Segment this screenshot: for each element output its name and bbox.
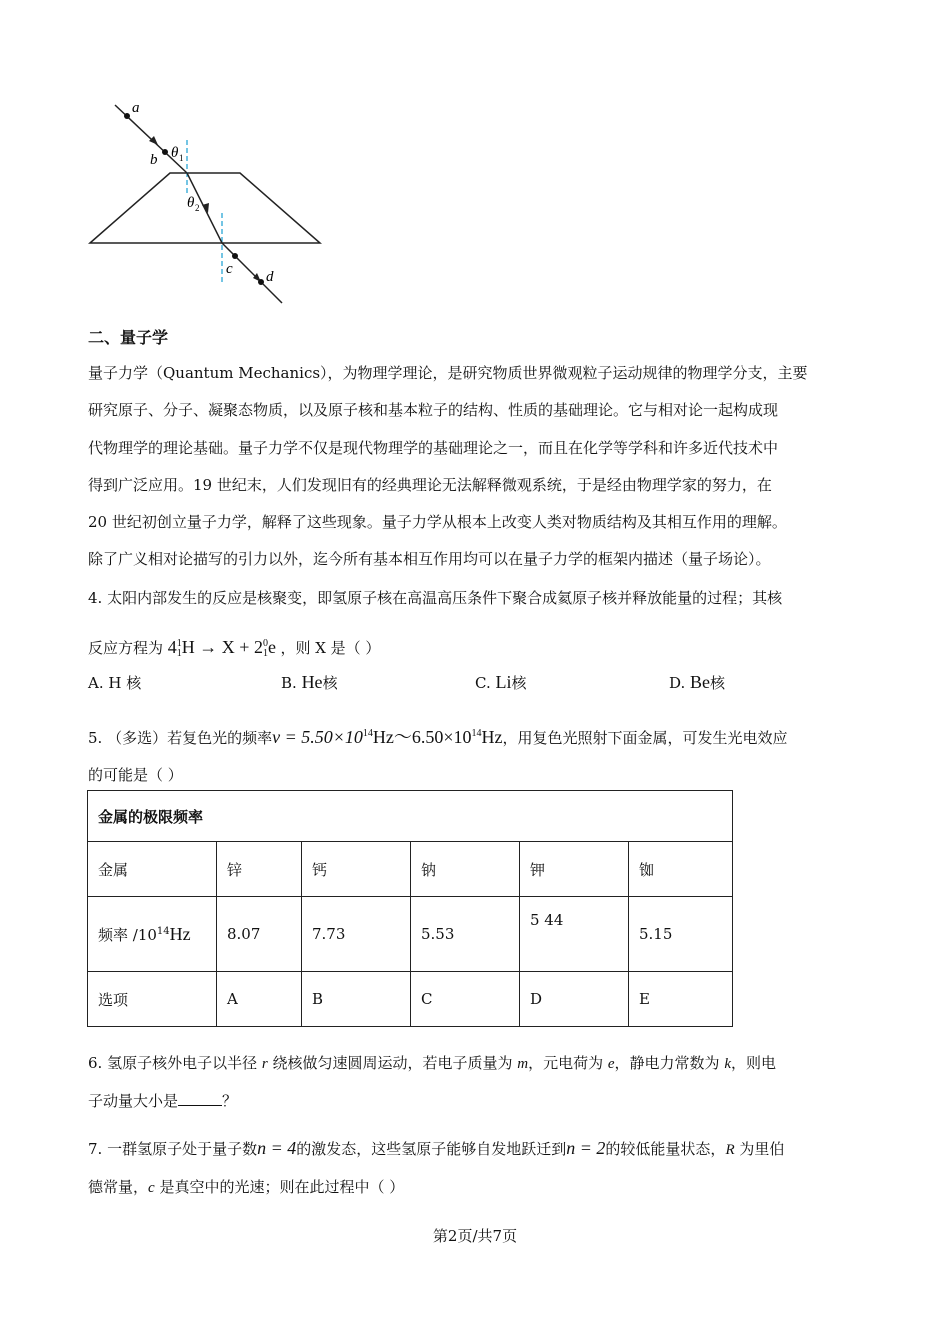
label-theta1-sub: 1	[179, 153, 184, 163]
point-b	[162, 149, 168, 155]
point-c	[232, 253, 238, 259]
intro-paragraph	[88, 355, 868, 579]
q4-line2	[88, 629, 878, 667]
intro-line: 除了广义相对论描写的引力以外，迄今所有基本相互作用均可以在量子力学的框架内描述（量子场论）。	[88, 550, 771, 569]
eq-e-sup: 0	[262, 637, 268, 649]
freq-cell: 5.53	[411, 897, 520, 972]
eq-h-sub: 1	[176, 647, 182, 659]
arrow-head-incident	[149, 136, 158, 145]
freq-cell: 7.73	[302, 897, 411, 972]
metal-cell: 钠	[411, 842, 520, 897]
nuclear-equation	[168, 637, 281, 657]
question-5	[88, 715, 878, 794]
label-theta2: θ	[187, 195, 195, 211]
q7-line2: 德常量，c 是真空中的光速；则在此过程中（ ）	[88, 1178, 405, 1196]
q4-prefix: 反应方程为	[88, 639, 164, 657]
intro-line: 20 世纪初创立量子力学，解释了这些现象。量子力学从根本上改变人类对物质结构及其相互作用的理解。	[88, 513, 787, 532]
point-d	[258, 279, 264, 285]
eq-h-sup: 1	[176, 637, 182, 649]
metal-cell: 锌	[217, 842, 302, 897]
table-title: 金属的极限频率	[88, 791, 733, 842]
option-a[interactable]: A. H 核	[88, 674, 142, 692]
row-label-option: 选项	[88, 972, 217, 1027]
q6-line1: 6. 氢原子核外电子以半径 r 绕核做匀速圆周运动，若电子质量为 m，元电荷为 e，静电力常数为 k，则电	[88, 1054, 777, 1072]
q7-line1: 7. 一群氢原子处于量子数n = 4的激发态，这些氢原子能够自发地跃迁到n = 2的较低能量状态，R 为里伯	[88, 1138, 785, 1158]
option-d[interactable]: D. Be核	[669, 672, 726, 692]
page-footer: 第2页/共7页	[432, 1227, 518, 1245]
eq-coef: 4	[167, 637, 177, 657]
option-cell: E	[629, 972, 733, 1027]
label-a: a	[132, 100, 140, 116]
label-theta1: θ	[171, 145, 179, 161]
option-cell: D	[520, 972, 629, 1027]
question-7	[88, 1130, 878, 1207]
freq-cell: 8.07	[217, 897, 302, 972]
q4-line1: 4. 太阳内部发生的反应是核聚变，即氢原子核在高温高压条件下聚合成氦原子核并释放能量的过程；其核	[88, 589, 783, 607]
eq-e: e	[267, 637, 276, 657]
option-c[interactable]: C. Li核	[475, 672, 527, 692]
eq-mid: → X + 2	[199, 637, 263, 657]
label-d: d	[266, 269, 274, 285]
option-cell: A	[217, 972, 302, 1027]
frequency-formula: $\nu = 5.50\times 10^{14}Hz\sim 6.50\times 10^{14}Hz$	[272, 727, 503, 747]
question-6	[88, 1045, 868, 1120]
point-a	[124, 113, 130, 119]
question-4	[88, 580, 878, 667]
label-b: b	[150, 152, 158, 168]
label-theta2-sub: 2	[195, 203, 200, 213]
option-cell: B	[302, 972, 411, 1027]
q6-line2: 子动量大小是 ？	[88, 1092, 238, 1110]
eq-h: H	[181, 637, 195, 657]
section-title: 二、量子学	[88, 328, 169, 347]
q5-line2: 的可能是（ ）	[88, 766, 183, 784]
q4-options	[88, 672, 868, 702]
intro-line: 研究原子、分子、凝聚态物质，以及原子核和基本粒子的结构、性质的基础理论。它与相对论一起构成现	[88, 401, 779, 420]
metal-cell: 钾	[520, 842, 629, 897]
intro-line: 量子力学（Quantum Mechanics），为物理学理论，是研究物质世界微观粒子运动规律的物理学分支，主要	[88, 364, 808, 382]
metal-threshold-table	[87, 790, 733, 1027]
intro-line: 代物理学的理论基础。量子力学不仅是现代物理学的基础理论之一，而且在化学等学科和许多近代技术中	[88, 438, 779, 457]
freq-cell: 5.15	[629, 897, 733, 972]
option-b[interactable]: B. He核	[281, 672, 338, 692]
metal-cell: 铷	[629, 842, 733, 897]
answer-blank[interactable]	[178, 1091, 222, 1106]
metal-cell: 钙	[302, 842, 411, 897]
row-label-metal: 金属	[88, 842, 217, 897]
freq-cell: 5 44	[520, 897, 629, 972]
row-label-frequency: 频率 $/10^{14}Hz$	[88, 897, 217, 972]
prism-refraction-figure	[80, 95, 340, 315]
label-c: c	[226, 261, 233, 277]
eq-e-sub: 1	[262, 647, 268, 659]
q5-line1: 5. （多选）若复色光的频率$\nu = 5.50\times 10^{14}Hz\sim 6.50\times 10^{14}Hz$，用复色光照射下面金属，可发生光电效应	[88, 727, 788, 747]
intro-line: 得到广泛应用。19 世纪末，人们发现旧有的经典理论无法解释微观系统，于是经由物理学家的努力，在	[88, 475, 772, 494]
option-cell: C	[411, 972, 520, 1027]
q4-suffix: ，则 X 是（ ）	[280, 639, 381, 657]
